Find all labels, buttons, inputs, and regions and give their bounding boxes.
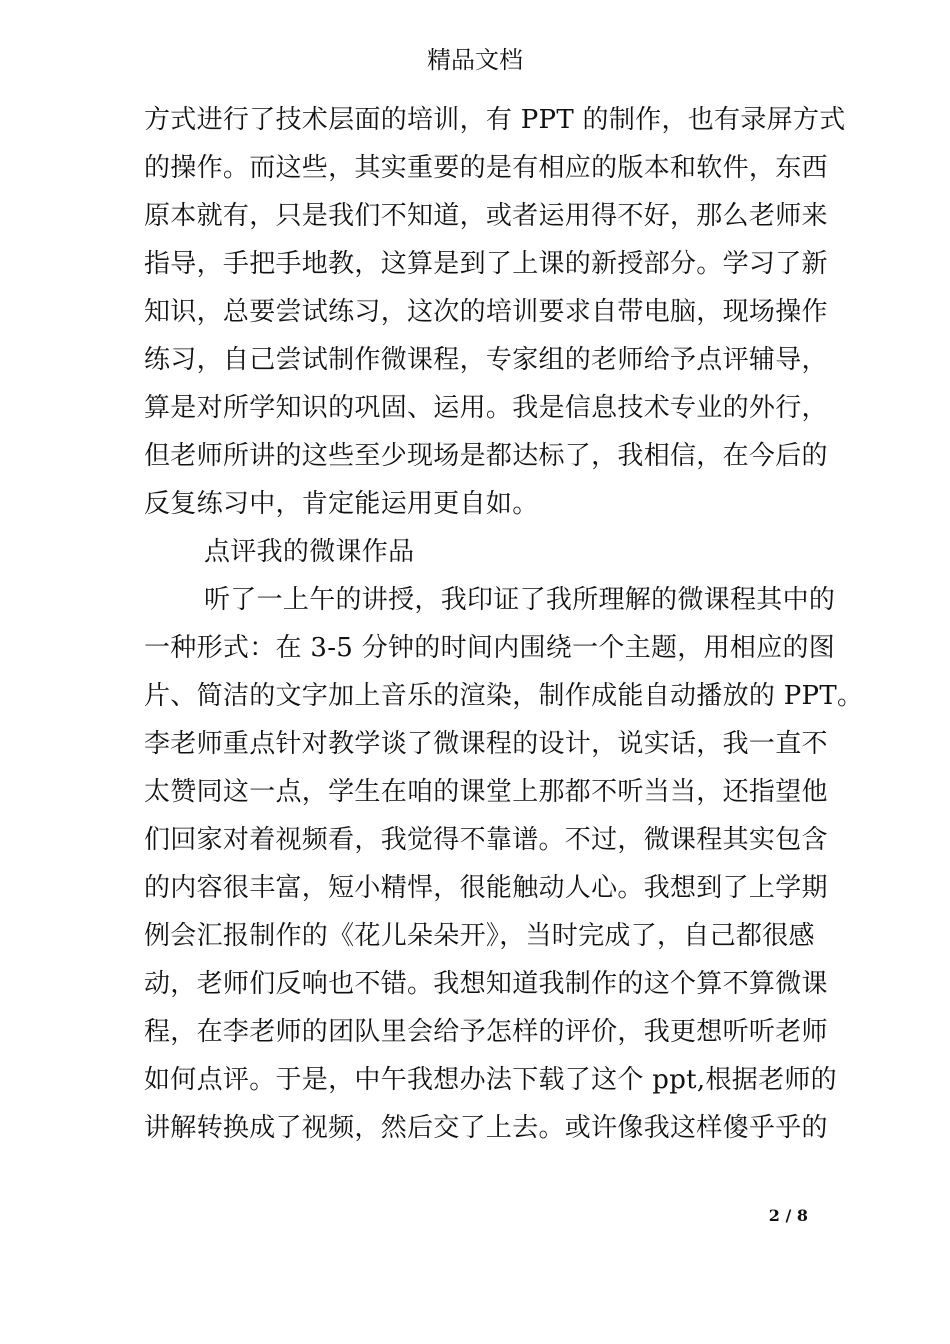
text-line: 算是对所学知识的巩固、运用。我是信息技术专业的外行， <box>144 393 828 423</box>
text-line: 的操作。而这些，其实重要的是有相应的版本和软件，东西 <box>144 153 828 183</box>
text-line: 方式进行了技术层面的培训，有 PPT 的制作，也有录屏方式 <box>144 105 846 135</box>
text-line: 程，在李老师的团队里会给予怎样的评价，我更想听听老师 <box>144 1017 828 1047</box>
text-line: 片、简洁的文字加上音乐的渲染，制作成能自动播放的 PPT。 <box>144 681 864 711</box>
text-line: 一种形式：在 3-5 分钟的时间内围绕一个主题，用相应的图 <box>144 633 836 663</box>
text-line: 李老师重点针对教学谈了微课程的设计，说实话，我一直不 <box>144 729 828 759</box>
text-line: 们回家对着视频看，我觉得不靠谱。不过，微课程其实包含 <box>144 825 828 855</box>
text-line: 原本就有，只是我们不知道，或者运用得不好，那么老师来 <box>144 201 828 231</box>
text-line: 听了一上午的讲授，我印证了我所理解的微课程其中的 <box>204 585 836 615</box>
text-line: 但老师所讲的这些至少现场是都达标了，我相信，在今后的 <box>144 441 828 471</box>
section-heading: 点评我的微课作品 <box>204 537 415 567</box>
page-header: 精品文档 <box>427 46 523 74</box>
text-line: 如何点评。于是，中午我想办法下载了这个 ppt,根据老师的 <box>144 1065 837 1095</box>
text-line: 讲解转换成了视频，然后交了上去。或许像我这样傻乎乎的 <box>144 1113 828 1143</box>
text-line: 例会汇报制作的《花儿朵朵开》，当时完成了，自己都很感 <box>144 921 815 951</box>
text-line: 动，老师们反响也不错。我想知道我制作的这个算不算微课 <box>144 969 828 999</box>
text-line: 反复练习中，肯定能运用更自如。 <box>144 489 539 519</box>
text-line: 太赞同这一点，学生在咱的课堂上那都不听当当，还指望他 <box>144 777 828 807</box>
text-line: 知识，总要尝试练习，这次的培训要求自带电脑，现场操作 <box>144 297 828 327</box>
document-body <box>144 96 864 1152</box>
text-line: 的内容很丰富，短小精悍，很能触动人心。我想到了上学期 <box>144 873 828 903</box>
page-number: 2 / 8 <box>768 1206 808 1225</box>
text-line: 练习，自己尝试制作微课程，专家组的老师给予点评辅导， <box>144 345 828 375</box>
text-line: 指导，手把手地教，这算是到了上课的新授部分。学习了新 <box>144 249 828 279</box>
